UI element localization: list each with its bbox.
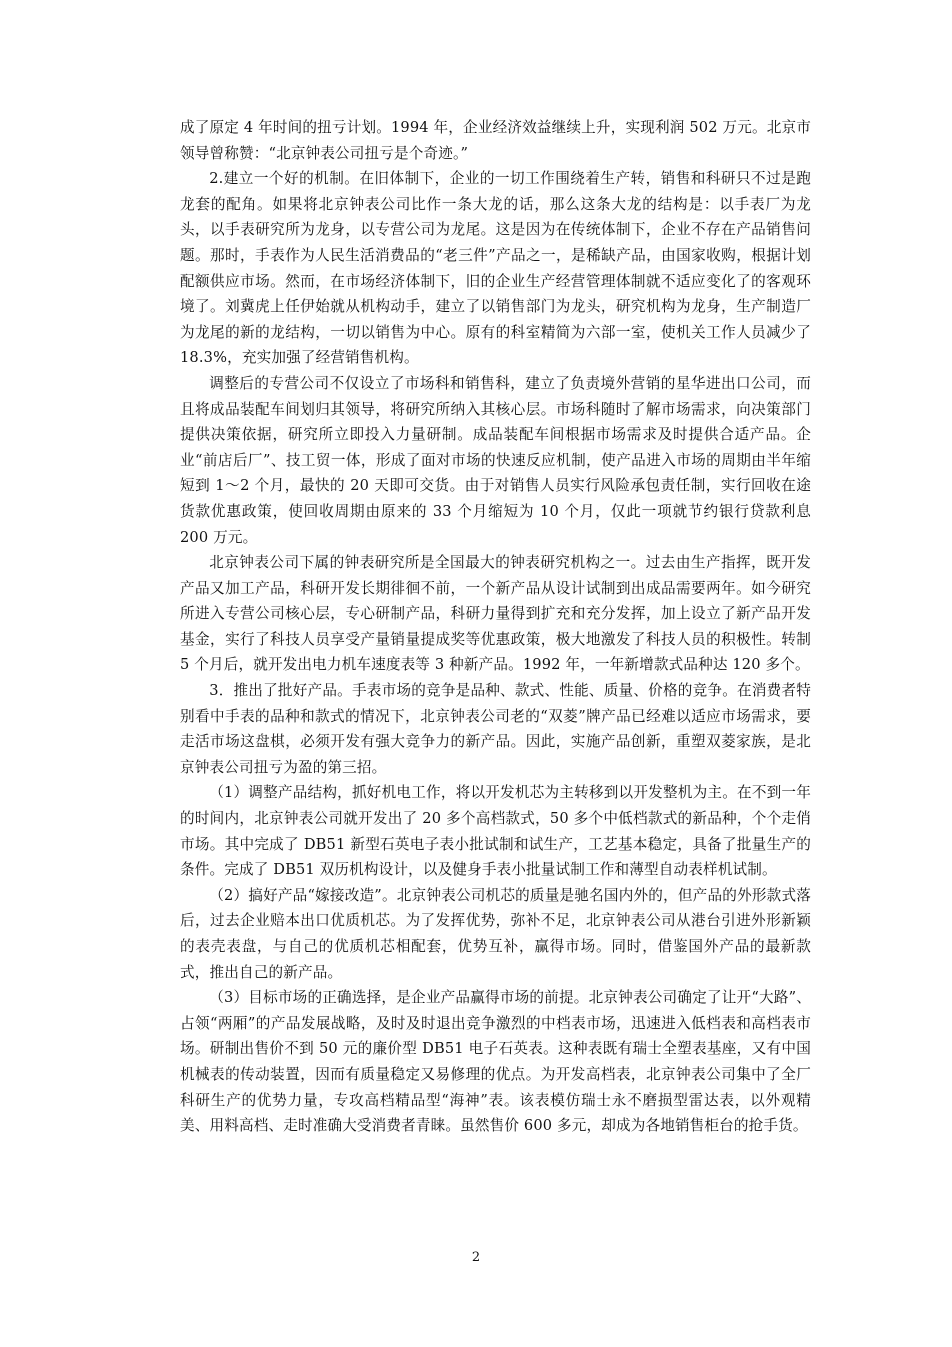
paragraph-8: （3）目标市场的正确选择，是企业产品赢得市场的前提。北京钟表公司确定了让开“大路”、占领“两厢”的产品发展战略，及时及时退出竞争激烈的中档表市场，迅速进入低档表和高档表市场。研制出售价不到 50 元的廉价型 DB51 电子石英表。这种表既有瑞士全塑表基座，又有中国机械表的传动装置，因而有质量稳定又易修理的优点。为开发高档表，北京钟表公司集中了全厂科研生产的优势力量，专攻高档精品型“海神”表。该表模仿瑞士永不磨损型雷达表，以外观精美、用料高档、走时准确大受消费者青睐。虽然售价 600 多元，却成为各地销售柜台的抢手货。 [180, 989, 811, 1135]
page-number: 2 [471, 1250, 481, 1265]
paragraph-1: 成了原定 4 年时间的扭亏计划。1994 年，企业经济效益继续上升，实现利润 502 万元。北京市领导曾称赞：“北京钟表公司扭亏是个奇迹。” [180, 119, 811, 162]
body-text [180, 115, 811, 1139]
paragraph-7: （2）搞好产品“嫁接改造”。北京钟表公司机芯的质量是驰名国内外的，但产品的外形款式落后，过去企业赔本出口优质机芯。为了发挥优势，弥补不足，北京钟表公司从港台引进外形新颖的表壳表盘，与自己的优质机芯相配套，优势互补，赢得市场。同时，借鉴国外产品的最新款式，推出自己的新产品。 [180, 886, 811, 981]
paragraph-6: （1）调整产品结构，抓好机电工作，将以开发机芯为主转移到以开发整机为主。在不到一年的时间内，北京钟表公司就开发出了 20 多个高档款式，50 多个中低档款式的新品种，个个走俏市场。其中完成了 DB51 新型石英电子表小批试制和试生产，工艺基本稳定，具备了批量生产的条件。完成了 DB51 双历机构设计，以及健身手表小批量试制工作和薄型自动表样机试制。 [180, 784, 811, 879]
paragraph-2: 2.建立一个好的机制。在旧体制下，企业的一切工作围绕着生产转，销售和科研只不过是跑龙套的配角。如果将北京钟表公司比作一条大龙的话，那么这条大龙的结构是：以手表厂为龙头，以手表研究所为龙身，以专营公司为龙尾。这是因为在传统体制下，企业不存在产品销售问题。那时，手表作为人民生活消费品的“老三件”产品之一，是稀缺产品，由国家收购，根据计划配额供应市场。然而，在市场经济体制下，旧的企业生产经营管理体制就不适应变化了的客观环境了。刘冀虎上任伊始就从机构动手，建立了以销售部门为龙头，研究机构为龙身，生产制造厂为龙尾的新的龙结构，一切以销售为中心。原有的科室精简为六部一室，使机关工作人员减少了 18.3%，充实加强了经营销售机构。 [180, 170, 811, 367]
paragraph-5: 3．推出了批好产品。手表市场的竞争是品种、款式、性能、质量、价格的竞争。在消费者特别看中手表的品种和款式的情况下，北京钟表公司老的“双菱”牌产品已经难以适应市场需求，要走活市场这盘棋，必须开发有强大竞争力的新产品。因此，实施产品创新，重塑双菱家族，是北京钟表公司扭亏为盈的第三招。 [180, 682, 811, 776]
paragraph-4: 北京钟表公司下属的钟表研究所是全国最大的钟表研究机构之一。过去由生产指挥，既开发产品又加工产品，科研开发长期徘徊不前，一个新产品从设计试制到出成品需要两年。如今研究所进入专营公司核心层，专心研制产品，科研力量得到扩充和充分发挥，加上设立了新产品开发基金，实行了科技人员享受产量销量提成奖等优惠政策，极大地激发了科技人员的积极性。转制 5 个月后，就开发出电力机车速度表等 3 种新产品。1992 年，一年新增款式品种达 120 多个。 [180, 554, 811, 674]
paragraph-3: 调整后的专营公司不仅设立了市场科和销售科，建立了负责境外营销的星华进出口公司，而且将成品装配车间划归其领导，将研究所纳入其核心层。市场科随时了解市场需求，向决策部门提供决策依据，研究所立即投入力量研制。成品装配车间根据市场需求及时提供合适产品。企业“前店后厂”、技工贸一体，形成了面对市场的快速反应机制，使产品进入市场的周期由半年缩短到 1～2 个月，最快的 20 天即可交货。由于对销售人员实行风险承包责任制，实行回收在途货款优惠政策，使回收周期由原来的 33 个月缩短为 10 个月，仅此一项就节约银行贷款利息 200 万元。 [180, 374, 812, 546]
